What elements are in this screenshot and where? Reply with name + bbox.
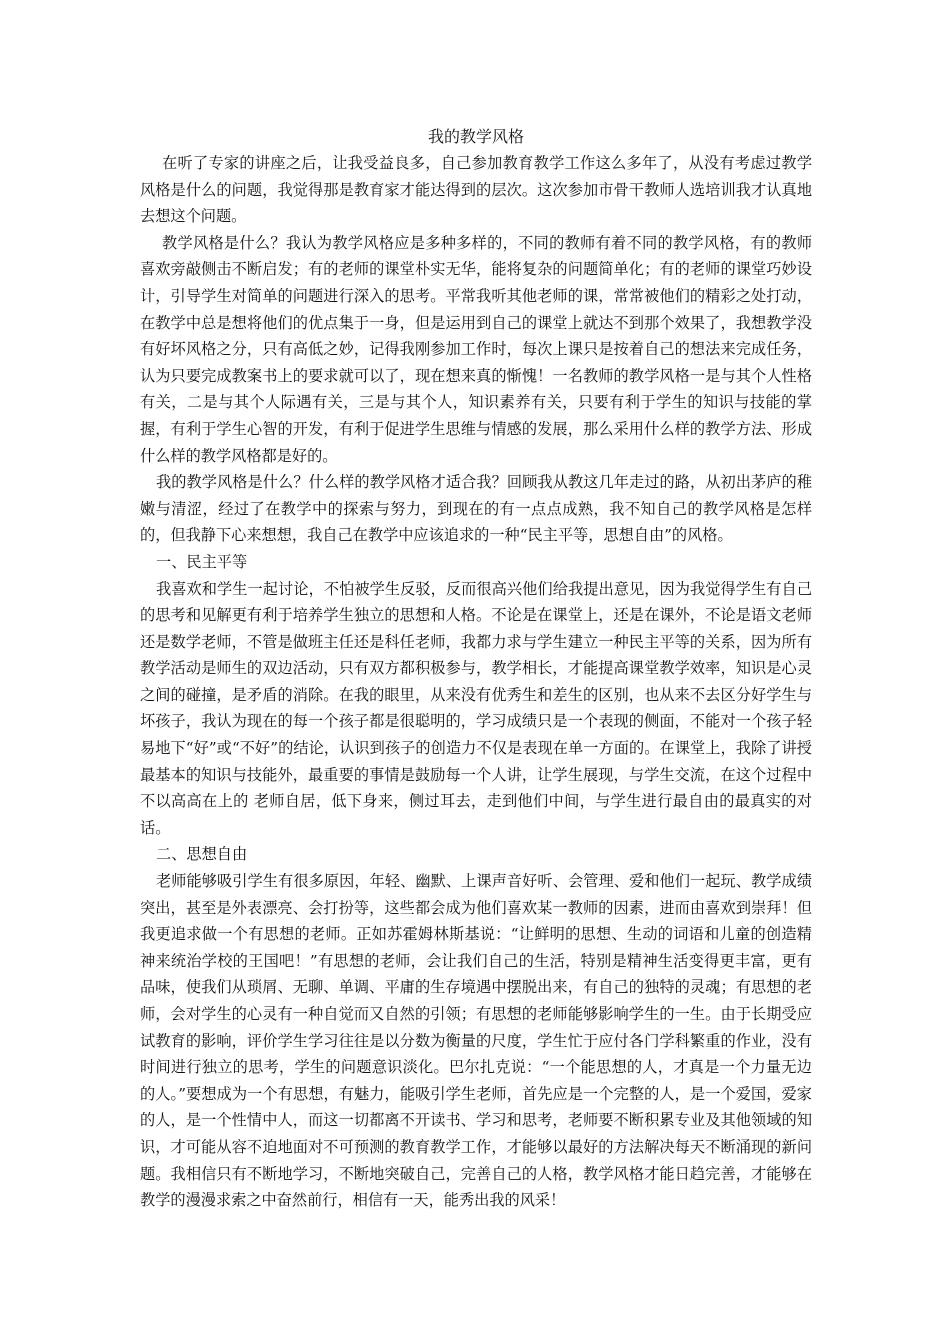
paragraph-intro: 在听了专家的讲座之后，让我受益良多，自己参加教育教学工作这么多年了，从没有考虑过教学风格是什么的问题，我觉得那是教育家才能达得到的层次。这次参加市骨干教师人选培训我才认真地去想这个问题。	[140, 154, 812, 226]
section-heading-freedom: 二、思想自由	[156, 845, 248, 864]
document-title: 我的教学风格	[427, 127, 524, 146]
paragraph-what-is-style: 教学风格是什么？我认为教学风格应是多种多样的，不同的教师有着不同的教学风格，有的教师喜欢旁敲侧击不断启发；有的老师的课堂朴实无华，能将复杂的问题简单化；有的老师的课堂巧妙设计，引导学生对简单的问题进行深入的思考。平常我听其他老师的课，常常被他们的精彩之处打动，在教学中总是想将他们的优点集于一身，但是运用到自己的课堂上就达不到那个效果了，我想教学没有好坏风格之分，只有高低之妙，记得我刚参加工作时，每次上课只是按着自己的想法来完成任务，认为只要完成教案书上的要求就可以了，现在想来真的惭愧！一名教师的教学风格一是与其个人性格有关，二是与其个人际遇有关，三是与其个人，知识素养有关，只要有利于学生的知识与技能的掌握，有利于学生心智的开发，有利于促进学生思维与情感的发展，那么采用什么样的教学方法、形成什么样的教学风格都是好的。	[140, 233, 812, 465]
paragraph-freedom: 老师能够吸引学生有很多原因，年轻、幽默、上课声音好听、会管理、爱和他们一起玩、教学成绩突出，甚至是外表漂亮、会打扮等，这些都会成为他们喜欢某一教师的因素，进而由喜欢到崇拜！但我更追求做一个有思想的老师。正如苏霍姆林斯基说：“让鲜明的思想、生动的词语和儿童的创造精神来统治学校的王国吧！”有思想的老师，会让我们自己的生活，特别是精神生活变得更丰富，更有品味，使我们从琐屑、无聊、单调、平庸的生存境遇中摆脱出来，有自己的独特的灵魂；有思想的老师，会对学生的心灵有一种自觉而又自然的引领；有思想的老师能够影响学生的一生。由于长期受应试教育的影响，评价学生学习往往是以分数为衡量的尺度，学生忙于应付各门学科繁重的作业，没有时间进行独立的思考，学生的问题意识淡化。巴尔扎克说：“一个能思想的人，才真是一个力量无边的人。”要想成为一个有思想，有魅力，能吸引学生老师，首先应是一个完整的人，是一个爱国，爱家的人，是一个性情中人，而这一切都离不开读书、学习和思考，老师要不断积累专业及其他领域的知识，才可能从容不迫地面对不可预测的教育教学工作，才能够以最好的方法解决每天不断涌现的新问题。我相信只有不断地学习，不断地突破自己，完善自己的人格，教学风格才能日趋完善，才能够在教学的漫漫求索之中奋然前行，相信有一天，能秀出我的风采！	[140, 872, 812, 1210]
section-heading-democracy: 一、民主平等	[156, 552, 248, 571]
document-page	[140, 124, 812, 1214]
paragraph-my-style: 我的教学风格是什么？什么样的教学风格才适合我？回顾我从教这几年走过的路，从初出茅庐的稚嫩与清涩，经过了在教学中的探索与努力，到现在的有一点点成熟，我不知自己的教学风格是怎样的，但我静下心来想想，我自己在教学中应该追求的一种“民主平等，思想自由”的风格。	[140, 473, 812, 545]
paragraph-democracy: 我喜欢和学生一起讨论，不怕被学生反驳，反而很高兴他们给我提出意见，因为我觉得学生有自己的思考和见解更有利于培养学生独立的思想和人格。不论是在课堂上，还是在课外，不论是语文老师还是数学老师，不管是做班主任还是科任老师，我都力求与学生建立一种民主平等的关系，因为所有教学活动是师生的双边活动，只有双方都积极参与，教学相长，才能提高课堂教学效率，知识是心灵之间的碰撞，是矛盾的消除。在我的眼里，从来没有优秀生和差生的区别，也从来不去区分好学生与坏孩子，我认为现在的每一个孩子都是很聪明的，学习成绩只是一个表现的侧面，不能对一个孩子轻易地下“好”或“不好”的结论，认识到孩子的创造力不仅是表现在单一方面的。在课堂上，我除了讲授最基本的知识与技能外，最重要的事情是鼓励每一个人讲，让学生展现，与学生交流，在这个过程中不以高高在上的 老师自居，低下身来，侧过耳去，走到他们中间，与学生进行最自由的最真实的对话。	[140, 579, 812, 837]
